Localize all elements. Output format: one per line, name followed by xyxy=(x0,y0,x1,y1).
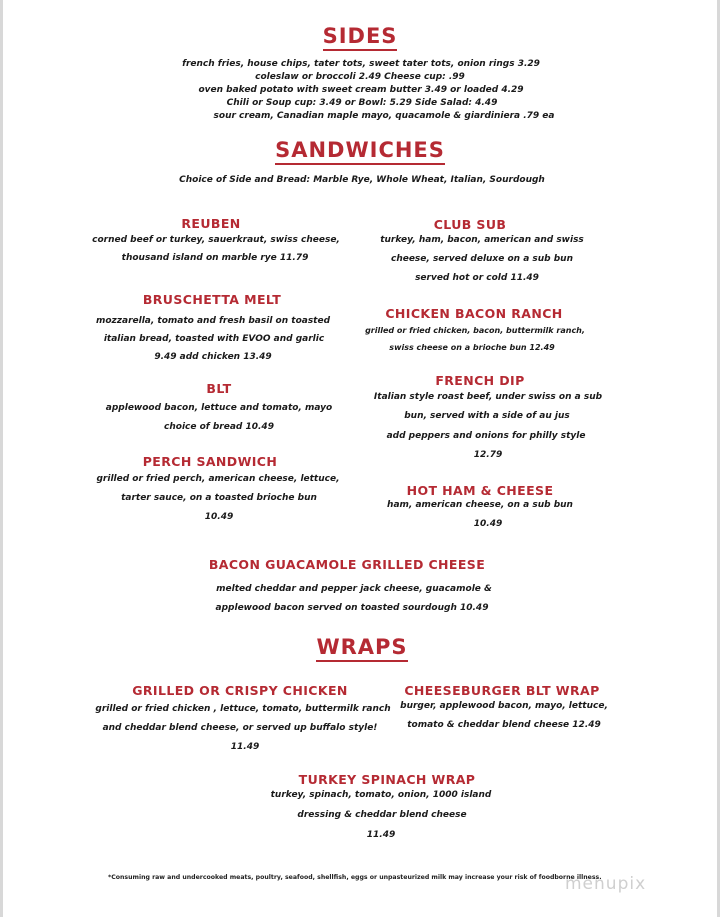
sides-line: sour cream, Canadian maple mayo, quacamole & giardiniera .79 ea xyxy=(213,111,555,121)
item-title-grilled-or-crispy-chicken: GRILLED OR CRISPY CHICKEN xyxy=(132,683,348,698)
item-desc: swiss cheese on a brioche bun 12.49 xyxy=(389,343,555,352)
item-title-french-dip: FRENCH DIP xyxy=(435,373,525,388)
item-desc: corned beef or turkey, sauerkraut, swiss cheese, xyxy=(92,235,340,245)
item-desc: served hot or cold 11.49 xyxy=(415,273,539,283)
item-title-hot-ham-cheese: HOT HAM & CHEESE xyxy=(406,483,554,498)
item-title-blt: BLT xyxy=(206,381,232,396)
wraps-heading-wrap xyxy=(2,635,720,662)
item-desc: turkey, spinach, tomato, onion, 1000 island xyxy=(270,790,492,800)
item-desc: melted cheddar and pepper jack cheese, guacamole & xyxy=(216,584,492,594)
item-desc: applewood bacon, lettuce and tomato, mayo xyxy=(105,403,333,413)
item-desc: thousand island on marble rye 11.79 xyxy=(121,253,309,263)
sandwiches-subtitle: Choice of Side and Bread: Marble Rye, Whole Wheat, Italian, Sourdough xyxy=(179,175,545,185)
item-desc: tomato & cheddar blend cheese 12.49 xyxy=(407,720,601,730)
item-desc: mozzarella, tomato and fresh basil on toasted xyxy=(95,316,331,326)
item-title-turkey-spinach-wrap: TURKEY SPINACH WRAP xyxy=(298,772,476,787)
item-desc: applewood bacon served on toasted sourdough 10.49 xyxy=(215,603,489,613)
item-desc: italian bread, toasted with EVOO and garlic xyxy=(103,334,325,344)
item-desc: 12.79 xyxy=(473,450,503,460)
item-desc: and cheddar blend cheese, or served up buffalo style! xyxy=(102,723,378,733)
item-desc: Italian style roast beef, under swiss on a sub xyxy=(373,392,603,402)
item-desc: grilled or fried perch, american cheese, lettuce, xyxy=(96,474,340,484)
item-title-club-sub: CLUB SUB xyxy=(433,217,507,232)
item-title-bacon-guacamole-grilled-cheese: BACON GUACAMOLE GRILLED CHEESE xyxy=(208,557,486,572)
footnote: *Consuming raw and undercooked meats, poultry, seafood, shellfish, eggs or unpasteurized milk may increase your risk of foodborne illness. xyxy=(108,874,602,881)
sides-line: french fries, house chips, tater tots, sweet tater tots, onion rings 3.29 xyxy=(182,59,540,69)
item-desc: 10.49 xyxy=(204,512,234,522)
item-title-perch-sandwich: PERCH SANDWICH xyxy=(142,454,278,469)
sides-heading: SIDES xyxy=(323,24,398,51)
item-desc: burger, applewood bacon, mayo, lettuce, xyxy=(400,701,608,711)
sandwiches-heading: SANDWICHES xyxy=(275,138,445,165)
item-desc: 9.49 add chicken 13.49 xyxy=(154,352,272,362)
item-desc: grilled or fried chicken , lettuce, tomato, buttermilk ranch xyxy=(95,704,391,714)
item-desc: turkey, ham, bacon, american and swiss xyxy=(380,235,584,245)
item-desc: cheese, served deluxe on a sub bun xyxy=(390,254,574,264)
item-title-cheeseburger-blt-wrap: CHEESEBURGER BLT WRAP xyxy=(404,683,600,698)
sides-line: coleslaw or broccoli 2.49 Cheese cup: .99 xyxy=(255,72,465,82)
item-desc: bun, served with a side of au jus xyxy=(404,411,570,421)
item-desc: add peppers and onions for philly style xyxy=(386,431,586,441)
item-desc: 11.49 xyxy=(230,742,260,752)
item-title-chicken-bacon-ranch: CHICKEN BACON RANCH xyxy=(385,306,563,321)
item-title-reuben: REUBEN xyxy=(181,216,241,231)
sides-line: oven baked potato with sweet cream butter 3.49 or loaded 4.29 xyxy=(198,85,524,95)
sides-line: Chili or Soup cup: 3.49 or Bowl: 5.29 Side Salad: 4.49 xyxy=(226,98,498,108)
item-desc: dressing & cheddar blend cheese xyxy=(297,810,467,820)
sandwiches-heading-wrap xyxy=(0,138,720,165)
item-desc: grilled or fried chicken, bacon, buttermilk ranch, xyxy=(365,326,585,335)
item-desc: tarter sauce, on a toasted brioche bun xyxy=(121,493,317,503)
wraps-heading: WRAPS xyxy=(316,635,407,662)
item-desc: 11.49 xyxy=(366,830,396,840)
item-title-bruschetta-melt: BRUSCHETTA MELT xyxy=(142,292,282,307)
item-desc: choice of bread 10.49 xyxy=(164,422,274,432)
sides-heading-wrap xyxy=(0,24,720,51)
item-desc: ham, american cheese, on a sub bun xyxy=(387,500,573,510)
watermark-logo: menupix xyxy=(565,874,647,894)
item-desc: 10.49 xyxy=(473,519,503,529)
